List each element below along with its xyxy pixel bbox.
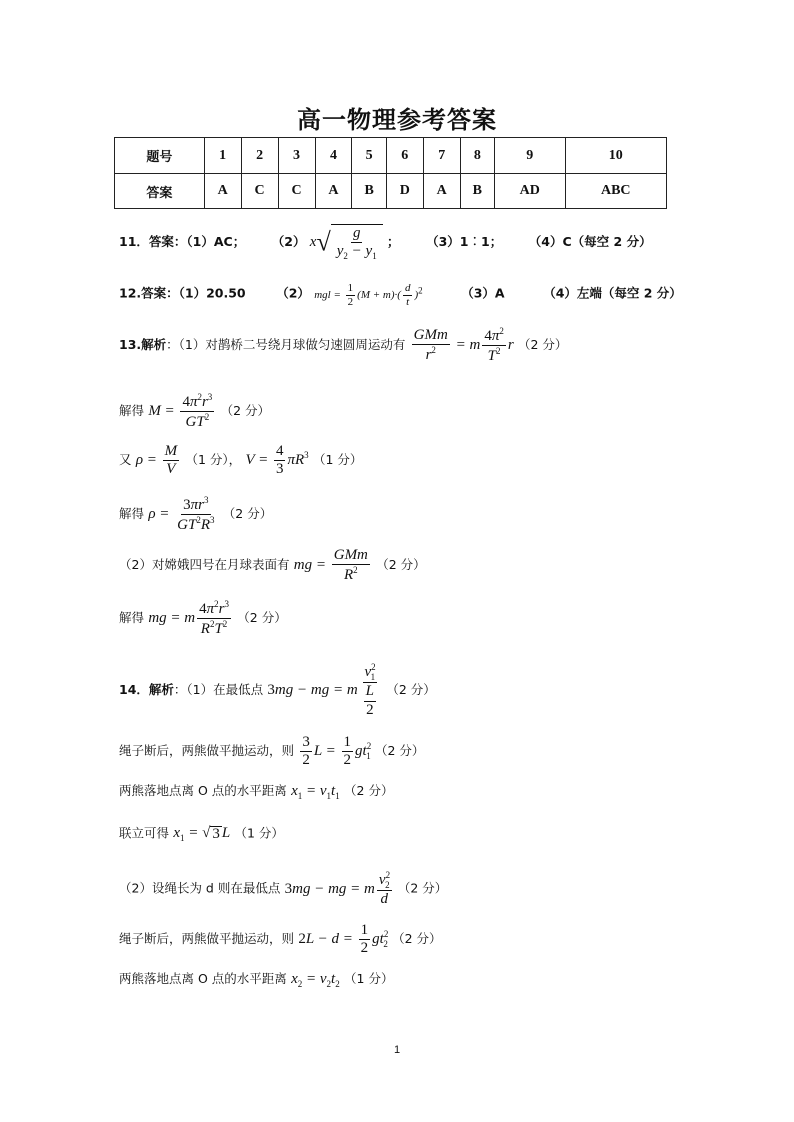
table-cell: C xyxy=(241,174,278,209)
table-cell: D xyxy=(386,174,423,209)
table-cell: 4 xyxy=(315,138,352,174)
table-cell: A xyxy=(423,174,460,209)
q12-line: 12.答案：（1）20.50 （2） mgl = $\frac{1}{2}$ (M + m)·( $\frac{d}{t}$ )$^2$ （3）A （4）左端（每空 2 分） xyxy=(119,282,682,308)
q14-line-3: 两熊落地点离 O 点的水平距离 $x_1 = v_1t_1$ （2 分） xyxy=(119,783,394,801)
table-cell: A xyxy=(315,174,352,209)
q13-line-3: 又 ρ = $\frac{M}{V}$ （1 分）， V = $\frac{4}{3}$ $\pi R^3$ （1 分） xyxy=(119,443,363,478)
table-cell: 1 xyxy=(204,138,241,174)
table-cell: 6 xyxy=(386,138,423,174)
q11-formula: x√ $\frac{g}{y_2 - y_1}$ xyxy=(310,234,383,250)
q13-line-6: 解得 mg = m $\frac{4\pi^2r^3}{R^2T^2}$ （2 分） xyxy=(119,599,287,638)
table-cell: 7 xyxy=(423,138,460,174)
q14-line-5: （2）设绳长为 d 则在最低点 3mg − mg = m $\frac{v^2_2}{d}$ （2 分） xyxy=(119,870,448,908)
table-cell: B xyxy=(352,174,386,209)
q14-line-2: 绳子断后，两熊做平抛运动，则 $\frac{3}{2}$ L = $\frac{1}{2}$ $gt^2_1$ （2 分） xyxy=(119,734,425,769)
table-cell: 8 xyxy=(460,138,494,174)
answer-table xyxy=(114,137,667,209)
table-row-numbers xyxy=(115,138,667,174)
table-cell: 3 xyxy=(278,138,315,174)
q14-line-7: 两熊落地点离 O 点的水平距离 $x_2 = v_2t_2$ （1 分） xyxy=(119,971,394,989)
table-cell: 10 xyxy=(565,138,667,174)
q14-line-1: 14．解析：（1）在最低点 3mg − mg = m $\frac{v^2_1}{\frac{L}{2}}$ （2 分） xyxy=(119,662,436,718)
q13-line-2: 解得 M = $\frac{4\pi^2r^3}{GT^2}$ （2 分） xyxy=(119,392,271,431)
table-cell: 5 xyxy=(352,138,386,174)
table-cell: AD xyxy=(495,174,566,209)
q11-line: 11．答案：（1）AC； （2） x√ $\frac{g}{y_2 - y_1}$ ； （3）1︰1； （4）C（每空 2 分） xyxy=(119,225,652,262)
q13-line-4: 解得 ρ = $\frac{3\pi r^3}{GT^2R^3}$ （2 分） xyxy=(119,495,273,534)
table-cell: A xyxy=(204,174,241,209)
q14-line-6: 绳子断后，两熊做平抛运动，则 2L − d = $\frac{1}{2}$ $gt^2_2$ （2 分） xyxy=(119,922,442,957)
table-cell: C xyxy=(278,174,315,209)
q13-line-5: （2）对嫦娥四号在月球表面有 mg = $\frac{\text{GMm}}{R^2}$ （2 分） xyxy=(119,547,426,584)
page-number: 1 xyxy=(393,1044,401,1056)
table-row-answers xyxy=(115,174,667,209)
q14-line-4: 联立可得 $x_1$ = √ 3 L （1 分） xyxy=(119,825,284,844)
table-cell: B xyxy=(460,174,494,209)
q12-formula: mgl = $\frac{1}{2}$ (M + m)·( $\frac{d}{t}$ )$^2$ xyxy=(314,282,423,308)
q13-line-1: 13.解析：（1）对鹊桥二号绕月球做匀速圆周运动有 $\frac{\text{GMm}}{r^2}$ = m $\frac{4\pi^2}{T^2}$ r （2 分） xyxy=(119,326,568,365)
table-cell: 9 xyxy=(495,138,566,174)
table-cell: ABC xyxy=(565,174,667,209)
page-title: 高一物理参考答案 xyxy=(297,106,497,134)
table-cell: 2 xyxy=(241,138,278,174)
table-header-label: 题号 xyxy=(115,138,205,174)
table-answer-label: 答案 xyxy=(115,174,205,209)
